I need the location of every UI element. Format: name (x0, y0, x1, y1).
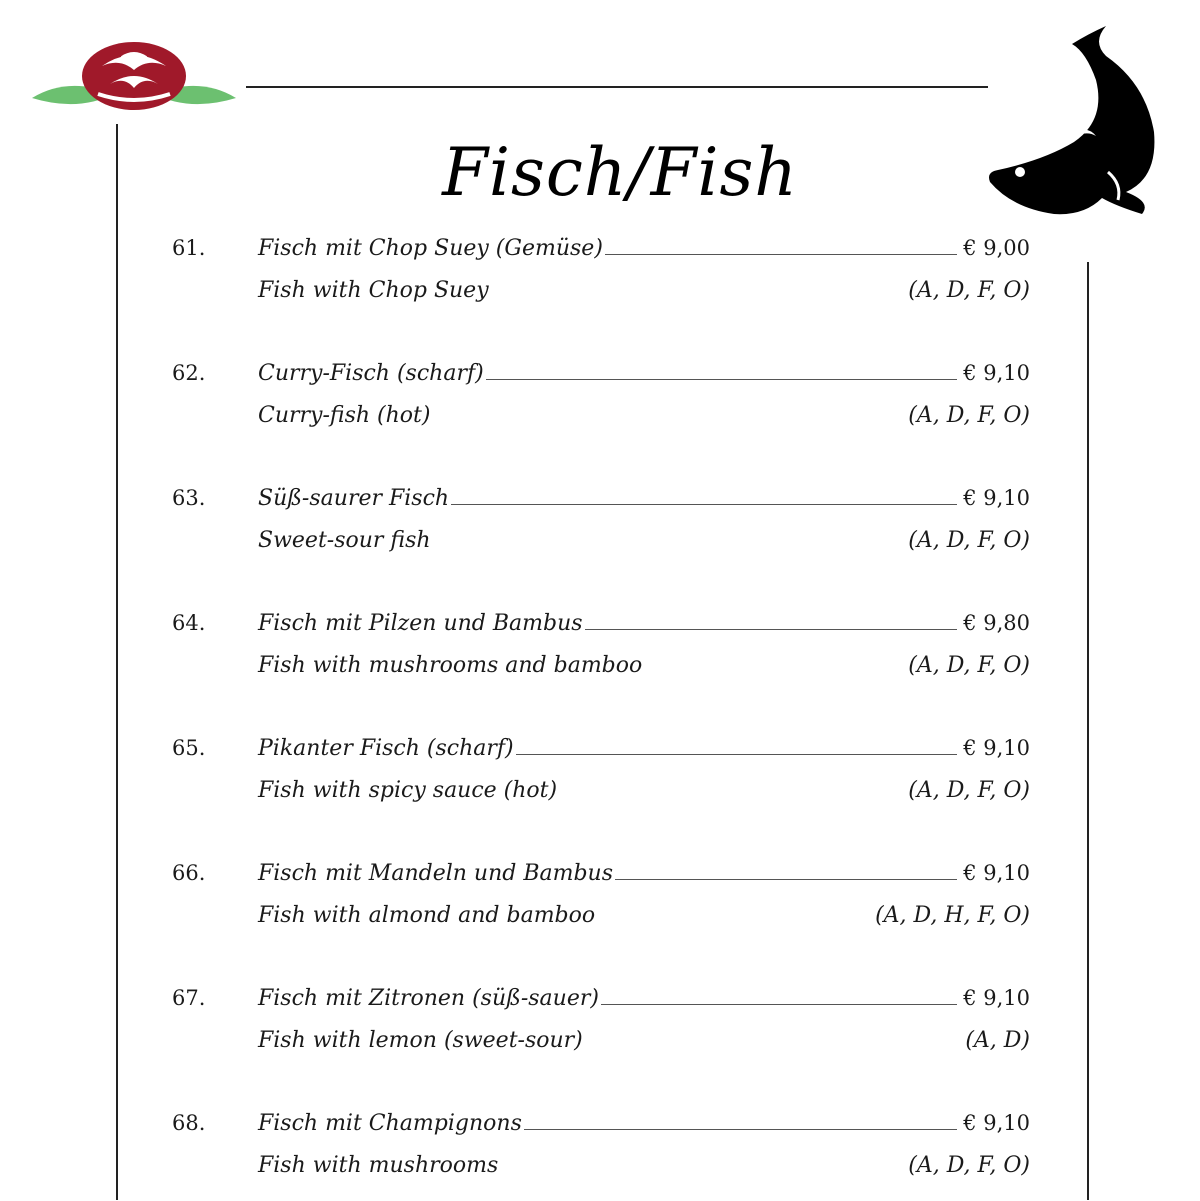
rose-icon (28, 36, 240, 118)
item-name-de: Süß-saurer Fisch (258, 486, 450, 511)
leader-line (486, 365, 958, 380)
item-number: 62. (172, 361, 206, 385)
item-name-de: Fisch mit Mandeln und Bambus (258, 861, 614, 886)
right-border (1087, 262, 1089, 1200)
item-name-en: Fish with mushrooms (258, 1153, 499, 1178)
menu-item (172, 1111, 1030, 1201)
item-name-de: Pikanter Fisch (scharf) (258, 736, 514, 761)
page-title: Fisch/Fish (442, 134, 798, 211)
item-price: € 9,10 (963, 861, 1030, 885)
item-number: 64. (172, 611, 206, 635)
item-name-de: Fisch mit Champignons (258, 1111, 522, 1136)
item-allergens: (A, D, F, O) (908, 528, 1030, 553)
item-name-en: Fish with almond and bamboo (258, 903, 596, 928)
leader-line (451, 490, 957, 505)
item-name-en: Curry-fish (hot) (258, 403, 431, 428)
menu-item (172, 236, 1030, 326)
item-number: 63. (172, 486, 206, 510)
item-allergens: (A, D, F, O) (908, 1153, 1030, 1178)
item-price: € 9,00 (963, 236, 1030, 260)
item-name-de: Curry-Fisch (scharf) (258, 361, 484, 386)
item-price: € 9,10 (963, 1111, 1030, 1135)
item-allergens: (A, D, H, F, O) (875, 903, 1030, 928)
item-name-en: Sweet-sour fish (258, 528, 431, 553)
item-price: € 9,10 (963, 986, 1030, 1010)
item-name-en: Fish with mushrooms and bamboo (258, 653, 643, 678)
item-number: 66. (172, 861, 206, 885)
item-number: 65. (172, 736, 206, 760)
item-name-de: Fisch mit Pilzen und Bambus (258, 611, 583, 636)
leader-line (601, 990, 957, 1005)
item-name-de: Fisch mit Chop Suey (Gemüse) (258, 236, 603, 261)
menu-item (172, 736, 1030, 826)
menu-item (172, 486, 1030, 576)
item-allergens: (A, D, F, O) (908, 403, 1030, 428)
item-price: € 9,10 (963, 486, 1030, 510)
fish-icon (984, 22, 1160, 218)
leader-line (524, 1115, 957, 1130)
item-allergens: (A, D, F, O) (908, 778, 1030, 803)
menu-item (172, 361, 1030, 451)
item-allergens: (A, D, F, O) (908, 278, 1030, 303)
leader-line (516, 740, 958, 755)
left-border (116, 124, 118, 1200)
menu-item (172, 861, 1030, 951)
item-allergens: (A, D) (965, 1028, 1030, 1053)
item-number: 67. (172, 986, 206, 1010)
item-price: € 9,80 (963, 611, 1030, 635)
item-name-en: Fish with lemon (sweet-sour) (258, 1028, 583, 1053)
item-name-de: Fisch mit Zitronen (süß-sauer) (258, 986, 599, 1011)
leader-line (615, 865, 957, 880)
item-name-en: Fish with Chop Suey (258, 278, 489, 303)
item-allergens: (A, D, F, O) (908, 653, 1030, 678)
item-price: € 9,10 (963, 736, 1030, 760)
menu-item (172, 611, 1030, 701)
item-number: 61. (172, 236, 206, 260)
leader-line (605, 240, 957, 255)
top-divider (246, 86, 988, 88)
leader-line (585, 615, 958, 630)
item-number: 68. (172, 1111, 206, 1135)
menu-item (172, 986, 1030, 1076)
item-name-en: Fish with spicy sauce (hot) (258, 778, 558, 803)
item-price: € 9,10 (963, 361, 1030, 385)
